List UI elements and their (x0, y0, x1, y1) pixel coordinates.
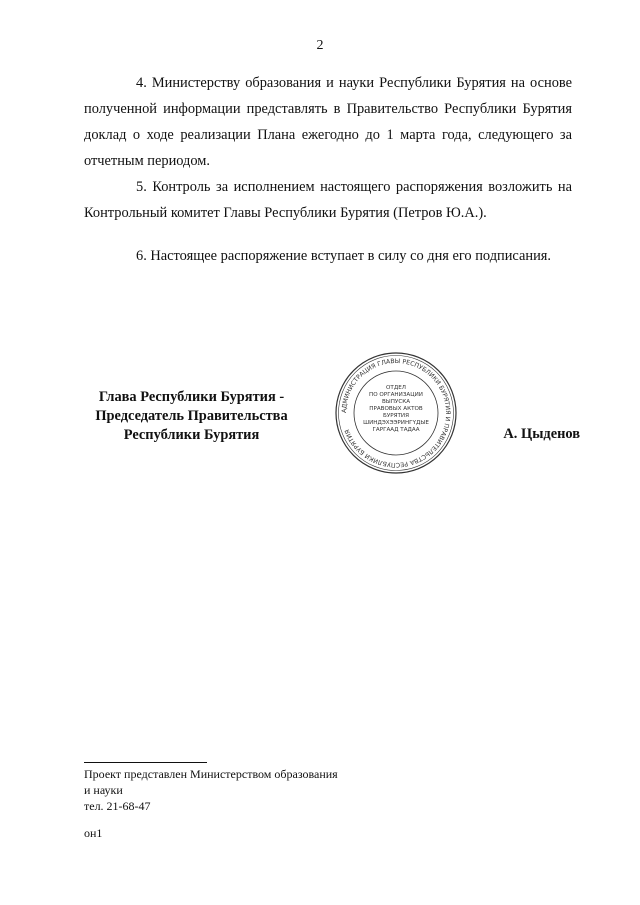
seal-center-line: ПО ОРГАНИЗАЦИИ (369, 392, 423, 398)
footnote-line: Проект представлен Министерством образования (84, 767, 338, 781)
seal-center-line: ВЫПУСКА (381, 399, 411, 405)
seal-center-line: ШИНДЭХЭЭРИНГҮДЫЕ (363, 420, 429, 426)
document-body (84, 70, 572, 269)
paragraph-5: 5. Контроль за исполнением настоящего распоряжения возложить на Контрольный комитет Главы Республики Бурятия (Петров Ю.А.). (84, 179, 572, 221)
page-number: 2 (316, 38, 324, 53)
paragraph-6: 6. Настоящее распоряжение вступает в силу со дня его подписания. (136, 248, 551, 264)
signatory-title (84, 388, 299, 445)
seal-center-line: ГАРГААД ТАДАА (372, 427, 420, 433)
signatory-title-line: Председатель Правительства (95, 408, 288, 424)
footnote (84, 766, 338, 814)
footnote-divider (84, 762, 207, 763)
seal-ring-text: АДМИНИСТРАЦИЯ ГЛАВЫ РЕСПУБЛИКИ БУРЯТИЯ И ПРАВИТЕЛЬСТВА РЕСПУБЛИКИ БУРЯТИЯ (340, 357, 452, 469)
signatory-title-line: Глава Республики Бурятия - (98, 389, 285, 405)
seal-center-line: БУРЯТИЯ (383, 413, 409, 419)
signatory-name: А. Цыденов (503, 426, 580, 442)
signatory-title-line: Республики Бурятия (123, 427, 260, 443)
footnote-line: тел. 21-68-47 (84, 799, 151, 813)
paragraph-4: 4. Министерству образования и науки Республики Бурятия на основе полученной информации представлять в Правительство Республики Бурятия доклад о ходе реализации Плана ежегодно до 1 марта года, следующего за отчетным периодом. (84, 75, 572, 169)
document-code: он1 (84, 826, 103, 840)
official-seal (334, 351, 458, 475)
footnote-line: и науки (84, 783, 123, 797)
seal-center-line: ОТДЕЛ (386, 385, 406, 391)
seal-center-line: ПРАВОВЫХ АКТОВ (369, 406, 423, 412)
